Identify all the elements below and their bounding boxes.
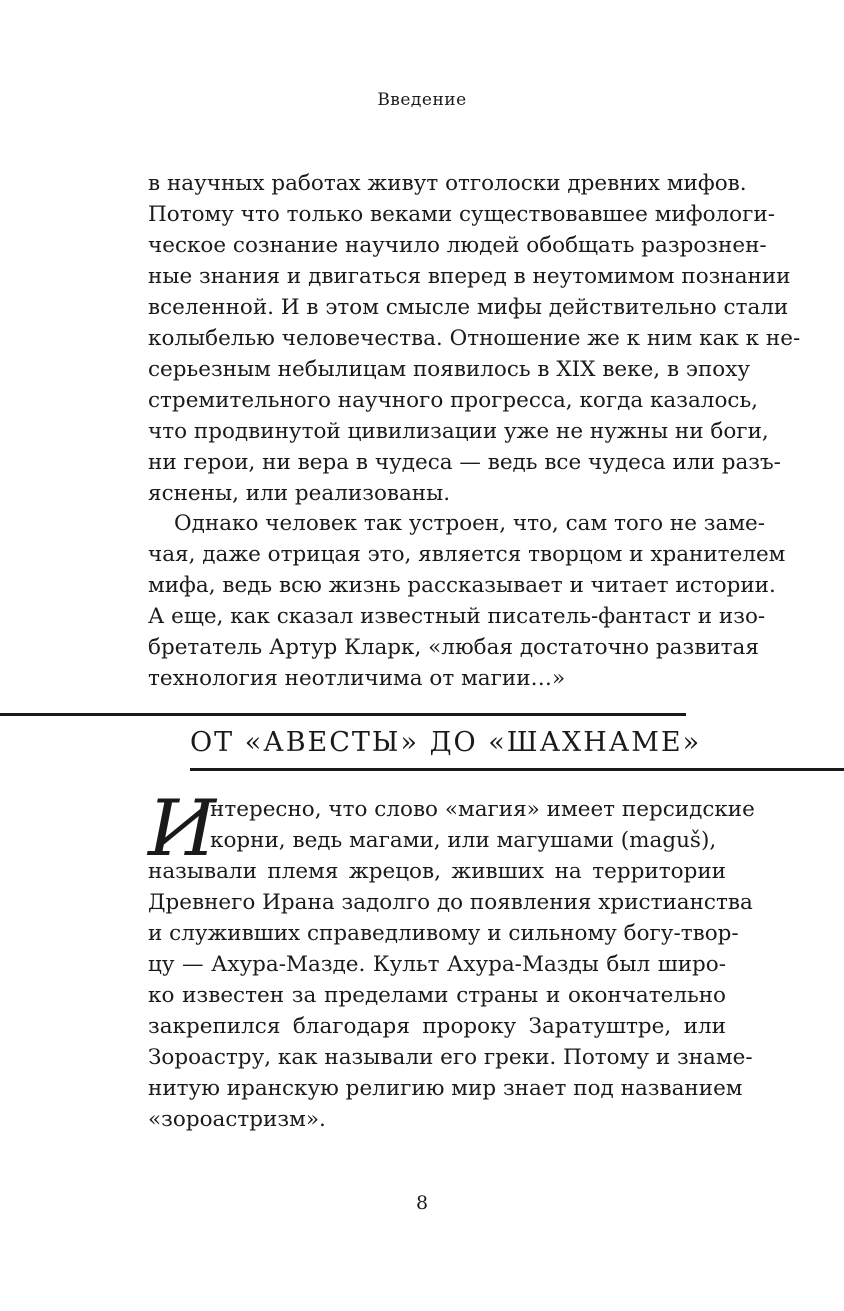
text-line: Потому что только веками существовавшее мифологи-	[148, 202, 775, 227]
text-line: закрепился благодаря пророку Заратуштре, или	[148, 1014, 726, 1039]
text-line: ческое сознание научило людей обобщать разрознен-	[148, 233, 767, 258]
text-line: нитую иранскую религию мир знает под названием	[148, 1076, 743, 1101]
text-line: технология неотличима от магии…»	[148, 666, 566, 691]
text-line: ко известен за пределами страны и окончательно	[148, 983, 726, 1008]
text-line: корни, ведь магами, или магушами (maguš),	[210, 828, 717, 853]
text-line: и служивших справедливому и сильному богу-твор-	[148, 921, 739, 946]
text-line: что продвинутой цивилизации уже не нужны ни боги,	[148, 419, 769, 444]
text-line: нтересно, что слово «магия» имеет персидские	[210, 797, 755, 822]
text-line: цу — Ахура-Мазде. Культ Ахура-Мазды был широ-	[148, 952, 726, 977]
text-line: Древнего Ирана задолго до появления христианства	[148, 890, 753, 915]
text-line: в научных работах живут отголоски древних мифов.	[148, 171, 747, 196]
text-line: вселенной. И в этом смысле мифы действительно стали	[148, 295, 789, 320]
section-heading: ОТ «АВЕСТЫ» ДО «ШАХНАМЕ»	[190, 727, 702, 758]
drop-cap: И	[148, 784, 217, 874]
text-line: Однако человек так устроен, что, сам того не заме-	[174, 511, 766, 536]
text-line: ни герои, ни вера в чудеса — ведь все чудеса или разъ-	[148, 450, 781, 475]
text-line: Зороастру, как называли его греки. Потому и знаме-	[148, 1045, 753, 1070]
page-number: 8	[415, 1192, 429, 1214]
text-line: называли племя жрецов, живших на территории	[148, 859, 726, 884]
text-line: чая, даже отрицая это, является творцом и хранителем	[148, 542, 786, 567]
heading-rule-bottom	[190, 768, 844, 771]
paragraph-3	[148, 794, 755, 1135]
text-line: колыбелью человечества. Отношение же к ним как к не-	[148, 326, 801, 351]
text-line: серьезным небылицам появилось в XIX веке, в эпоху	[148, 357, 750, 382]
running-head: Введение	[377, 90, 467, 110]
heading-rule-top	[0, 713, 686, 716]
text-line: бретатель Артур Кларк, «любая достаточно развитая	[148, 635, 759, 660]
text-line: ные знания и двигаться вперед в неутомимом познании	[148, 264, 791, 289]
text-line: мифа, ведь всю жизнь рассказывает и читает истории.	[148, 573, 776, 598]
paragraph-2	[148, 508, 786, 694]
text-line: «зороастризм».	[148, 1107, 326, 1132]
paragraph-1	[148, 168, 801, 509]
text-line: А еще, как сказал известный писатель-фантаст и изо-	[148, 604, 766, 629]
text-line: стремительного научного прогресса, когда казалось,	[148, 388, 758, 413]
text-line: яснены, или реализованы.	[148, 481, 451, 506]
